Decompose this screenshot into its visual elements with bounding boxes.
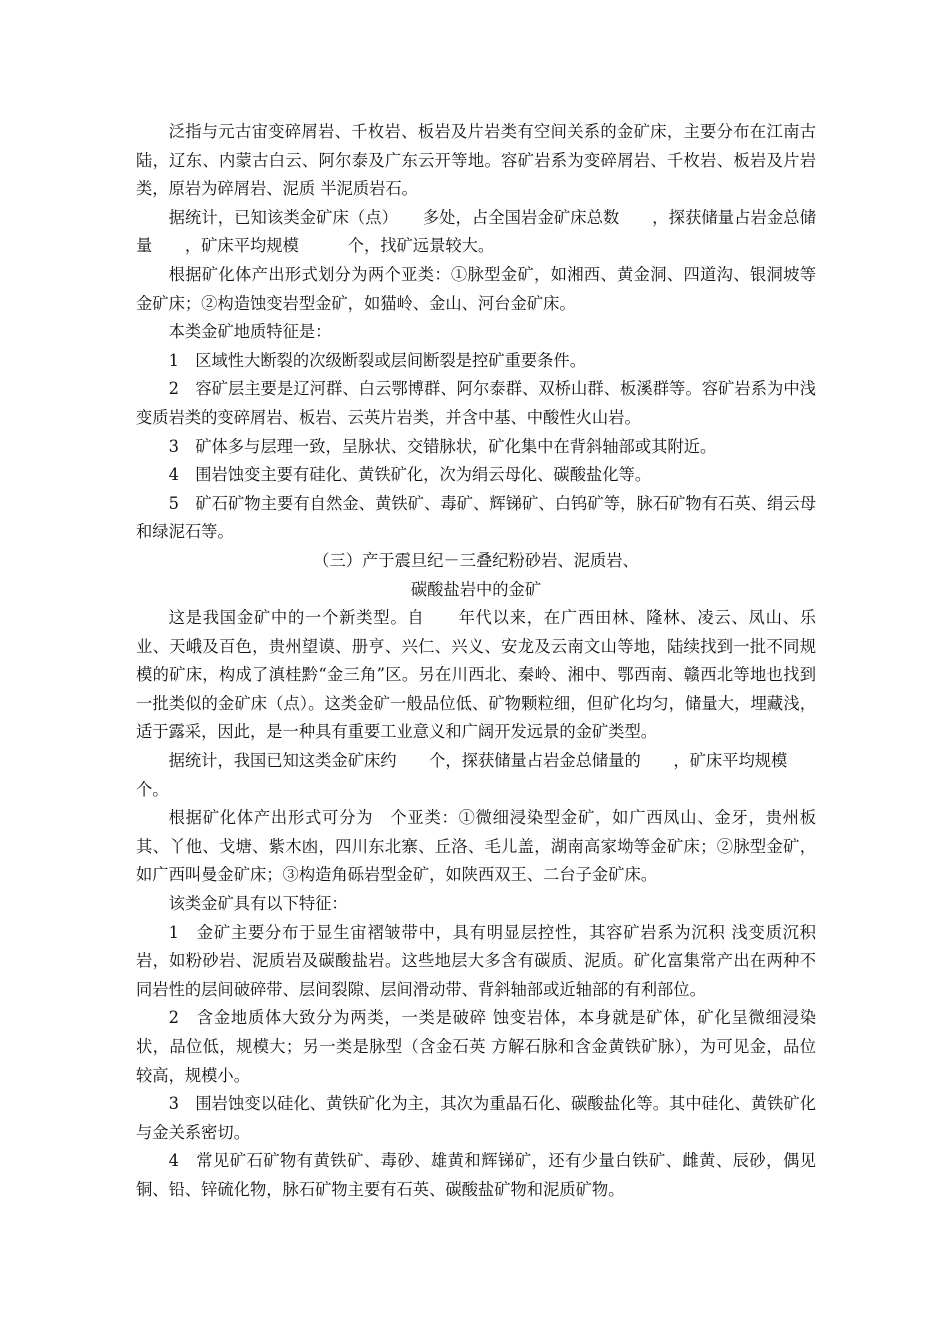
paragraph-new-type: 这是我国金矿中的一个新类型。自 年代以来，在广西田林、隆林、凌云、凤山、乐业、天峨及百色，贵州望谟、册亨、兴仁、兴义、安龙及云南文山等地，陆续找到一批不同规模的矿床，构成了滇桂黔“金三角”区。另在川西北、秦岭、湘中、鄂西南、赣西北等地也找到一批类似的金矿床（点）。这类金矿一般品位低、矿物颗粒细，但矿化均匀，储量大，埋藏浅，适于露采，因此，是一种具有重要工业意义和广阔开发远景的金矿类型。 — [136, 608, 816, 742]
feature-item-2: 2 容矿层主要是辽河群、白云鄂博群、阿尔泰群、双桥山群、板溪群等。容矿岩系为中浅变质岩类的变碎屑岩、板岩、云英片岩类，并含中基、中酸性火山岩。 — [136, 379, 816, 427]
feature-item-b3: 3 围岩蚀变以硅化、黄铁矿化为主，其次为重晶石化、碳酸盐化等。其中硅化、黄铁矿化与金关系密切。 — [136, 1094, 816, 1142]
feature-item-b1: 1 金矿主要分布于显生宙褶皱带中，具有明显层控性，其容矿岩系为沉积 浅变质沉积岩，如粉砂岩、泥质岩及碳酸盐岩。这些地层大多含有碳质、泥质。矿化富集常产出在两种不同岩性的层间破碎带、层间裂隙、层间滑动带、背斜轴部或近轴部的有利部位。 — [136, 922, 816, 999]
paragraph-statistics: 据统计，已知该类金矿床（点） 多处，占全国岩金矿床总数 ，探获储量占岩金总储量 ，矿床平均规模 个，找矿远景较大。 — [136, 207, 816, 256]
document-page — [136, 118, 816, 1205]
paragraph-subtypes: 根据矿化体产出形式划分为两个亚类：①脉型金矿，如湘西、黄金洞、四道沟、银洞坡等金矿床；②构造蚀变岩型金矿，如猫岭、金山、河台金矿床。 — [136, 264, 816, 313]
feature-item-4: 4 围岩蚀变主要有硅化、黄铁矿化，次为绢云母化、碳酸盐化等。 — [168, 465, 652, 485]
statistics-2-line2: 个。 — [136, 779, 169, 799]
section-heading-line2: 碳酸盐岩中的金矿 — [410, 579, 542, 599]
feature-item-b4: 4 常见矿石矿物有黄铁矿、毒砂、雄黄和辉锑矿，还有少量白铁矿、雌黄、辰砂，偶见铜、铅、锌硫化物，脉石矿物主要有石英、碳酸盐矿物和泥质矿物。 — [136, 1151, 816, 1199]
section-heading-line1: （三）产于震旦纪－三叠纪粉砂岩、泥质岩、 — [313, 550, 639, 570]
paragraph-features-lead: 本类金矿地质特征是： — [168, 322, 332, 342]
paragraph-features-lead-2: 该类金矿具有以下特征： — [168, 894, 348, 914]
feature-item-b2: 2 含金地质体大致分为两类，一类是破碎 蚀变岩体，本身就是矿体，矿化呈微细浸染状，品位低，规模大；另一类是脉型（含金石英 方解石脉和含金黄铁矿脉），为可见金，品位较高，规模小。 — [136, 1008, 816, 1085]
feature-item-1: 1 区域性大断裂的次级断裂或层间断裂是控矿重要条件。 — [168, 350, 586, 370]
feature-item-5: 5 矿石矿物主要有自然金、黄铁矿、毒矿、辉锑矿、白钨矿等，脉石矿物有石英、绢云母和绿泥石等。 — [136, 493, 816, 542]
feature-item-3: 3 矿体多与层理一致，呈脉状、交错脉状，矿化集中在背斜轴部或其附近。 — [168, 436, 717, 456]
paragraph-intro: 泛指与元古宙变碎屑岩、千枚岩、板岩及片岩类有空间关系的金矿床，主要分布在江南古陆，辽东、内蒙古白云、阿尔泰及广东云开等地。容矿岩系为变碎屑岩、千枚岩、板岩及片岩类，原岩为碎屑岩、泥质 半泥质岩石。 — [136, 122, 816, 199]
paragraph-statistics-2 — [136, 747, 816, 804]
paragraph-subtypes-2: 根据矿化体产出形式可分为 个亚类：①微细浸染型金矿，如广西凤山、金牙，贵州板其、丫他、戈塘、紫木凼，四川东北寨、丘洛、毛儿盖，湖南高家坳等金矿床；②脉型金矿，如广西叫曼金矿床；③构造角砾岩型金矿，如陕西双王、二台子金矿床。 — [136, 808, 816, 885]
statistics-2-line1: 据统计，我国已知这类金矿床约 个，探获储量占岩金总储量的 ，矿床平均规模 — [168, 751, 788, 771]
